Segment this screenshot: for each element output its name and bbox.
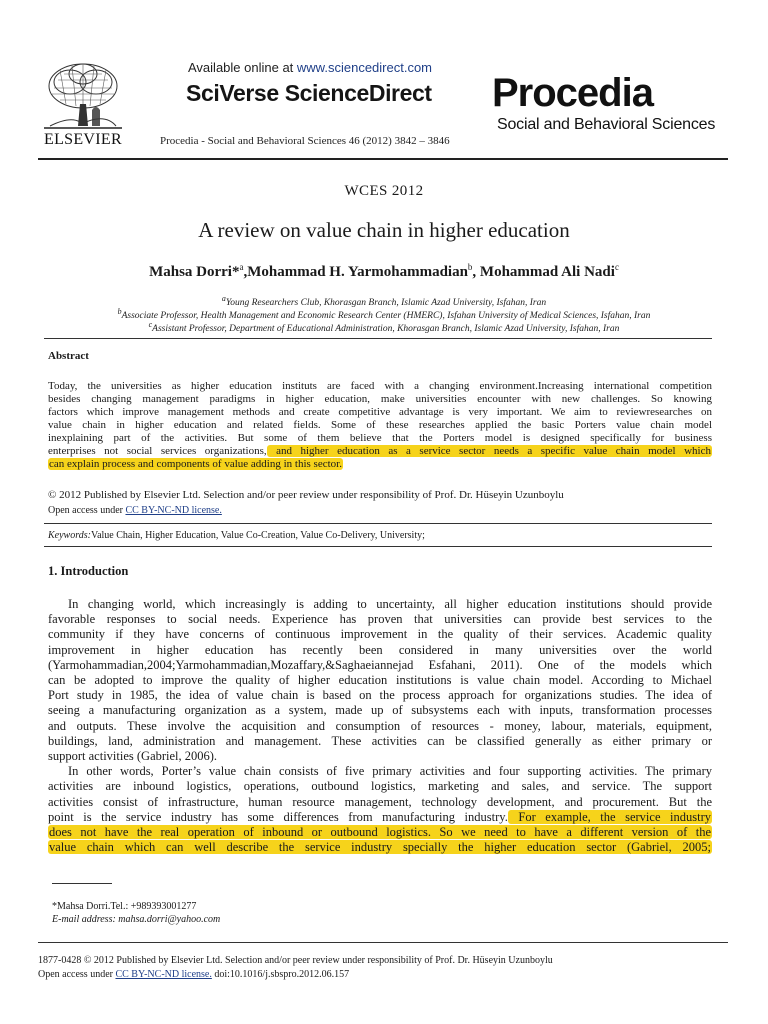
intro-line: (Yarmohammadian,2004;Yarmohammadian,Mozaffary,&Saghaeiannejad Esfahani, 2011). One of the models which	[48, 657, 712, 672]
author-name: Mohammad Ali Nadi	[479, 264, 615, 280]
affil-mark: b	[117, 307, 122, 316]
journal-brand: Procedia	[492, 71, 653, 115]
copyright-notice: © 2012 Published by Elsevier Ltd. Selection and/or peer review under responsibility of Prof. Dr. Hüseyin Uzunboylu	[48, 489, 564, 501]
highlighted-text: and higher education as a service sector needs a specific value chain model which	[267, 445, 711, 457]
intro-line: improvement in higher education has recently been considered in many universities over the world	[48, 642, 712, 657]
available-prefix: Available online at	[188, 60, 297, 75]
journal-citation: Procedia - Social and Behavioral Sciences 46 (2012) 3842 – 3846	[160, 135, 450, 147]
intro-line	[48, 825, 712, 840]
intro-line: can be adopted to improve the quality of higher education institutions is value chain model. According to Michael	[48, 673, 712, 688]
author-list	[0, 262, 768, 281]
section-heading: 1. Introduction	[48, 564, 129, 578]
author-name: Mohammad H. Yarmohammadian	[247, 264, 468, 280]
corresponding-author-note: *Mahsa Dorri.Tel.: +989393001277	[52, 901, 197, 912]
email-address[interactable]: : mahsa.dorri@yahoo.com	[112, 914, 221, 925]
email-note	[52, 914, 220, 925]
abstract-line: besides changing management paradigms in higher education, make universities encounter with new challenges. So knowing	[48, 393, 712, 405]
intro-line: community if they have concerns of continuous improvement in the quality of their services. Academic quality	[48, 627, 712, 642]
open-access-notice	[48, 505, 222, 516]
header-rule	[38, 158, 728, 160]
abstract-line	[48, 458, 712, 471]
journal-brand-sub: Social and Behavioral Sciences	[497, 116, 716, 133]
keywords-top-rule	[44, 523, 712, 524]
affil-text: Associate Professor, Health Management and Economic Research Center (HMERC), Isfahan University of Medical Sciences, Isfahan, Iran	[121, 311, 651, 322]
keywords-text: Value Chain, Higher Education, Value Co-Creation, Value Co-Delivery, University;	[90, 530, 425, 541]
intro-line: favorable responses to social needs. Experience has proven that universities can provide best services to the	[48, 612, 712, 627]
intro-body	[48, 597, 712, 855]
author-name: Mahsa Dorri*	[149, 264, 240, 280]
doi[interactable]: doi:10.1016/j.sbspro.2012.06.157	[211, 969, 350, 980]
intro-line: and outputs. These involve the acquisition and consumption of resources - money, labour, materials, equipment,	[48, 718, 712, 733]
affil-mark: a	[221, 294, 226, 303]
abstract-line: inexplaining part of the activities. But some of them believe that the Porters model is designed specifically for business	[48, 432, 712, 444]
footnote-rule	[52, 883, 112, 884]
abstract-line: Today, the universities as higher education instituts are faced with a changing environment.Increasing international competition	[48, 380, 712, 392]
available-online-text	[188, 60, 432, 75]
open-access-prefix: Open access under	[48, 505, 126, 516]
abstract-line	[48, 445, 712, 458]
author-separator: ,	[243, 264, 248, 280]
abstract-line: value chain in higher education and related fields. Some of these researches applied the basic Porters value chain model	[48, 419, 712, 431]
abstract-top-rule	[44, 338, 712, 339]
highlighted-text: does not have the real operation of inbound or outbound logistics. So we need to have a different version of the	[49, 825, 711, 840]
abstract-text: enterprises not social services organizations,	[48, 445, 267, 457]
article-title: A review on value chain in higher education	[198, 218, 570, 242]
conference-name: WCES 2012	[344, 183, 424, 199]
footer-rule	[38, 942, 728, 943]
open-access-prefix: Open access under	[38, 969, 116, 980]
intro-line: activities consist of infrastructure, human resource management, technology development, and procurement. But the	[48, 794, 712, 809]
author-affil-mark: a	[239, 262, 244, 272]
abstract-body	[48, 380, 712, 471]
sciencedirect-link[interactable]: www.sciencedirect.com	[296, 60, 433, 75]
license-link[interactable]: CC BY-NC-ND license.	[115, 969, 212, 980]
publisher-name: ELSEVIER	[44, 131, 122, 148]
footer-license-line	[38, 969, 349, 980]
affil-text: Young Researchers Club, Khorasgan Branch, Islamic Azad University, Isfahan, Iran	[225, 298, 547, 309]
intro-line	[48, 840, 712, 855]
author-separator: ,	[472, 264, 477, 280]
abstract-line: factors which improve management methods and create competitive advantage is very important. We aim to reviewresearches on	[48, 406, 712, 418]
keywords	[48, 530, 425, 541]
footer-copyright: 1877-0428 © 2012 Published by Elsevier Ltd. Selection and/or peer review under responsibility of Prof. Dr. Hüseyin Uzunboylu	[38, 955, 553, 966]
intro-line: Port study in 1985, the idea of value chain is based on the process approach for organizations studies. The idea of	[48, 688, 712, 703]
email-label: E-mail address	[52, 914, 113, 925]
intro-line: support activities (Gabriel, 2006).	[48, 749, 218, 764]
highlighted-text: can explain process and components of value adding in this sector.	[49, 458, 342, 470]
author-affil-mark: c	[614, 262, 619, 272]
intro-line: In changing world, which increasingly is adding to uncertainty, all higher education institutions should provide	[68, 597, 712, 611]
keywords-bottom-rule	[44, 546, 712, 547]
highlighted-text: value chain which can well describe the service industry specially the higher education sector (Gabriel, 2005;	[49, 840, 711, 855]
intro-text: point is the service industry has some differences from manufacturing industry.	[48, 809, 508, 824]
intro-line: seeing a manufacturing organization as a system, made up of subsystems each with inputs, transformation processes	[48, 703, 712, 718]
abstract-heading: Abstract	[48, 350, 89, 362]
author-affil-mark: b	[467, 262, 473, 272]
affiliation	[0, 320, 768, 334]
highlighted-text: For example, the service industry	[508, 809, 712, 824]
intro-line: buildings, land, administration and management. These activities can be classified generally as either primary or	[48, 733, 712, 748]
intro-line	[48, 810, 712, 825]
intro-line: activities are inbound logistics, operations, outbound logistics, marketing and sales, and service. The support	[48, 779, 712, 794]
keywords-label: Keywords:	[48, 530, 91, 541]
license-link[interactable]: CC BY-NC-ND license.	[125, 505, 222, 516]
affil-text: Assistant Professor, Department of Educational Administration, Khorasgan Branch, Islamic Azad University, Isfahan, Iran	[152, 324, 620, 335]
intro-line: In other words, Porter’s value chain consists of five primary activities and four supporting activities. The primary	[68, 764, 712, 779]
affil-mark: c	[148, 320, 153, 329]
platform-name: SciVerse ScienceDirect	[186, 80, 432, 106]
